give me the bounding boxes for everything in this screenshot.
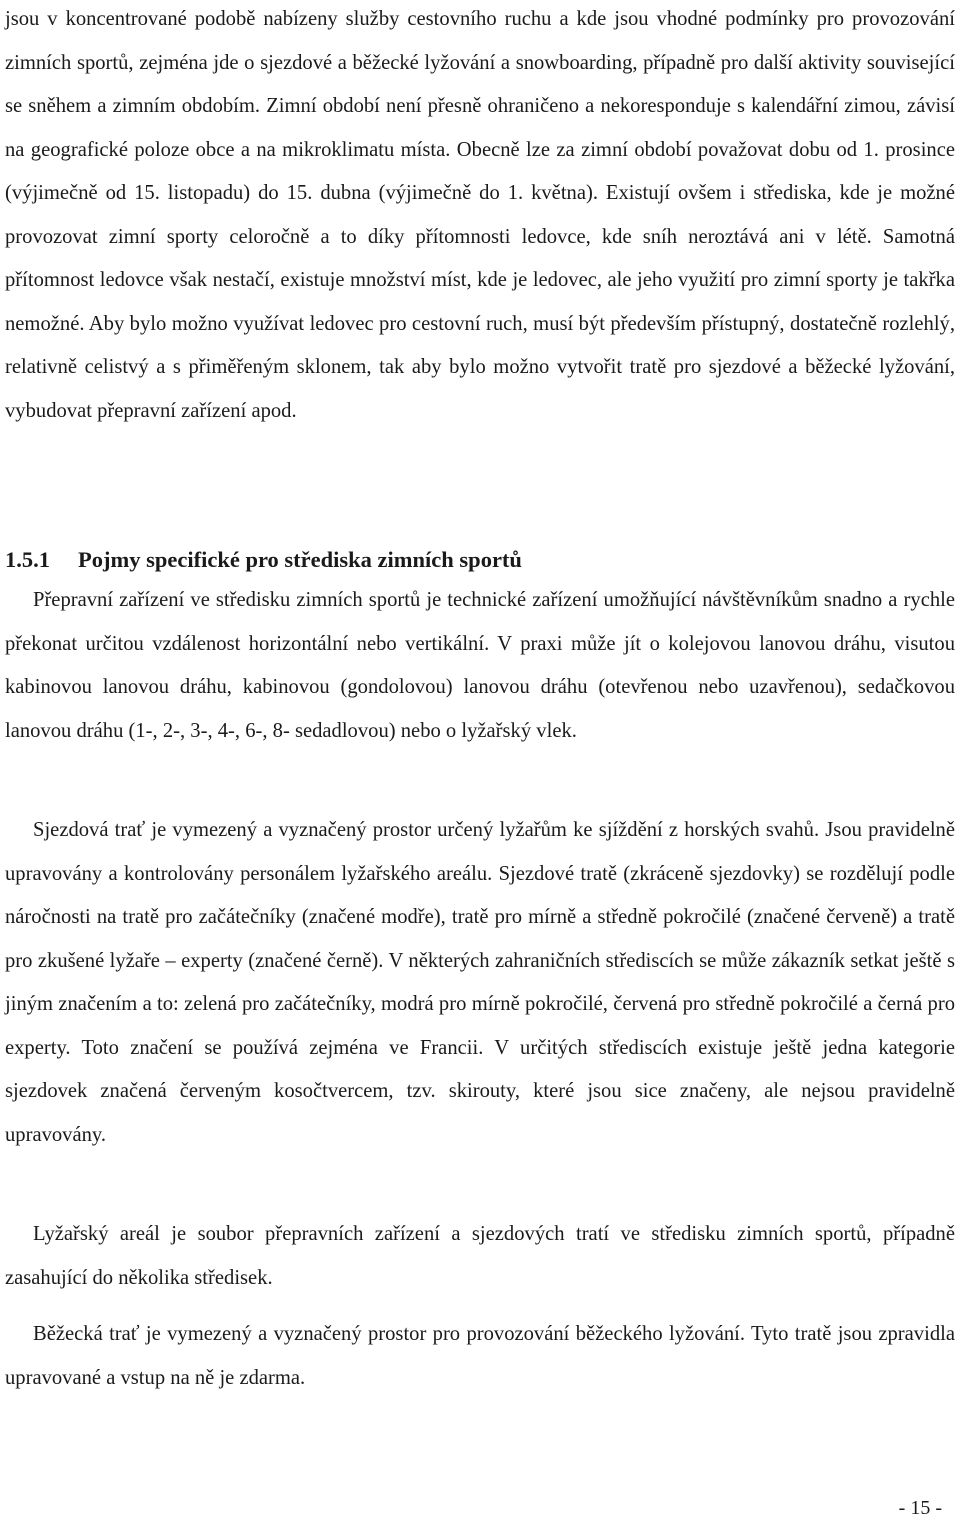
paragraph-downhill-slope: Sjezdová trať je vymezený a vyznačený prostor určený lyžařům ke sjíždění z horských svahů. Jsou pravidelně upravovány a kontrolovány personálem lyžařského areálu. Sjezdové tratě (zkráceně sjezdovky) se rozdělují podle náročnosti na tratě pro začátečníky (značené modře), tratě pro mírně a středně pokročilé (značené červeně) a tratě pro zkušené lyžaře – experty (značené černě). V některých zahraničních střediscích se může zákazník setkat ještě s jiným značením a to: zelená pro začátečníky, modrá pro mírně pokročilé, červená pro středně pokročilé a černá pro experty. Toto značení se používá zejména ve Francii. V určitých střediscích existuje ještě jedna kategorie sjezdovek značená červeným kosočtvercem, tzv. skirouty, které jsou sice značeny, ale nejsou pravidelně upravovány. bbox=[5, 819, 955, 1146]
section-number: 1.5.1 bbox=[5, 547, 50, 572]
paragraph-cross-country-trail: Běžecká trať je vymezený a vyznačený prostor pro provozování běžeckého lyžování. Tyto tratě jsou zpravidla upravované a vstup na ně je zdarma. bbox=[5, 1323, 955, 1389]
intro-paragraph: jsou v koncentrované podobě nabízeny služby cestovního ruchu a kde jsou vhodné podmínky pro provozování zimních sportů, zejména jde o sjezdové a běžecké lyžování a snowboarding, případně pro další aktivity související se sněhem a zimním obdobím. Zimní období není přesně ohraničeno a nekoresponduje s kalendářní zimou, závisí na geografické poloze obce a na mikroklimatu místa. Obecně lze za zimní období považovat dobu od 1. prosince (výjimečně od 15. listopadu) do 15. dubna (výjimečně do 1. května). Existují ovšem i střediska, kde je možné provozovat zimní sporty celoročně a to díky přítomnosti ledovce, kde sníh neroztává ani v létě. Samotná přítomnost ledovce však nestačí, existuje množství míst, kde je ledovec, ale jeho využití pro zimní sporty je takřka nemožné. Aby bylo možno využívat ledovec pro cestovní ruch, musí být především přístupný, dostatečně rozlehlý, relativně celistvý a s přiměřeným sklonem, tak aby bylo možno vytvořit tratě pro sjezdové a běžecké lyžování, vybudovat přepravní zařízení apod. bbox=[5, 8, 955, 422]
section-title: Pojmy specifické pro střediska zimních sportů bbox=[78, 547, 522, 572]
page-number: - 15 - bbox=[898, 1497, 942, 1519]
paragraph-ski-area: Lyžařský areál je soubor přepravních zařízení a sjezdových tratí ve středisku zimních sportů, případně zasahující do několika středisek. bbox=[5, 1223, 955, 1289]
paragraph-transport-facilities: Přepravní zařízení ve středisku zimních sportů je technické zařízení umožňující návštěvníkům snadno a rychle překonat určitou vzdálenost horizontální nebo vertikální. V praxi může jít o kolejovou lanovou dráhu, visutou kabinovou lanovou dráhu, kabinovou (gondolovou) lanovou dráhu (otevřenou nebo uzavřenou), sedačkovou lanovou dráhu (1-, 2-, 3-, 4-, 6-, 8- sedadlovou) nebo o lyžařský vlek. bbox=[5, 589, 955, 742]
section-heading bbox=[5, 538, 955, 582]
